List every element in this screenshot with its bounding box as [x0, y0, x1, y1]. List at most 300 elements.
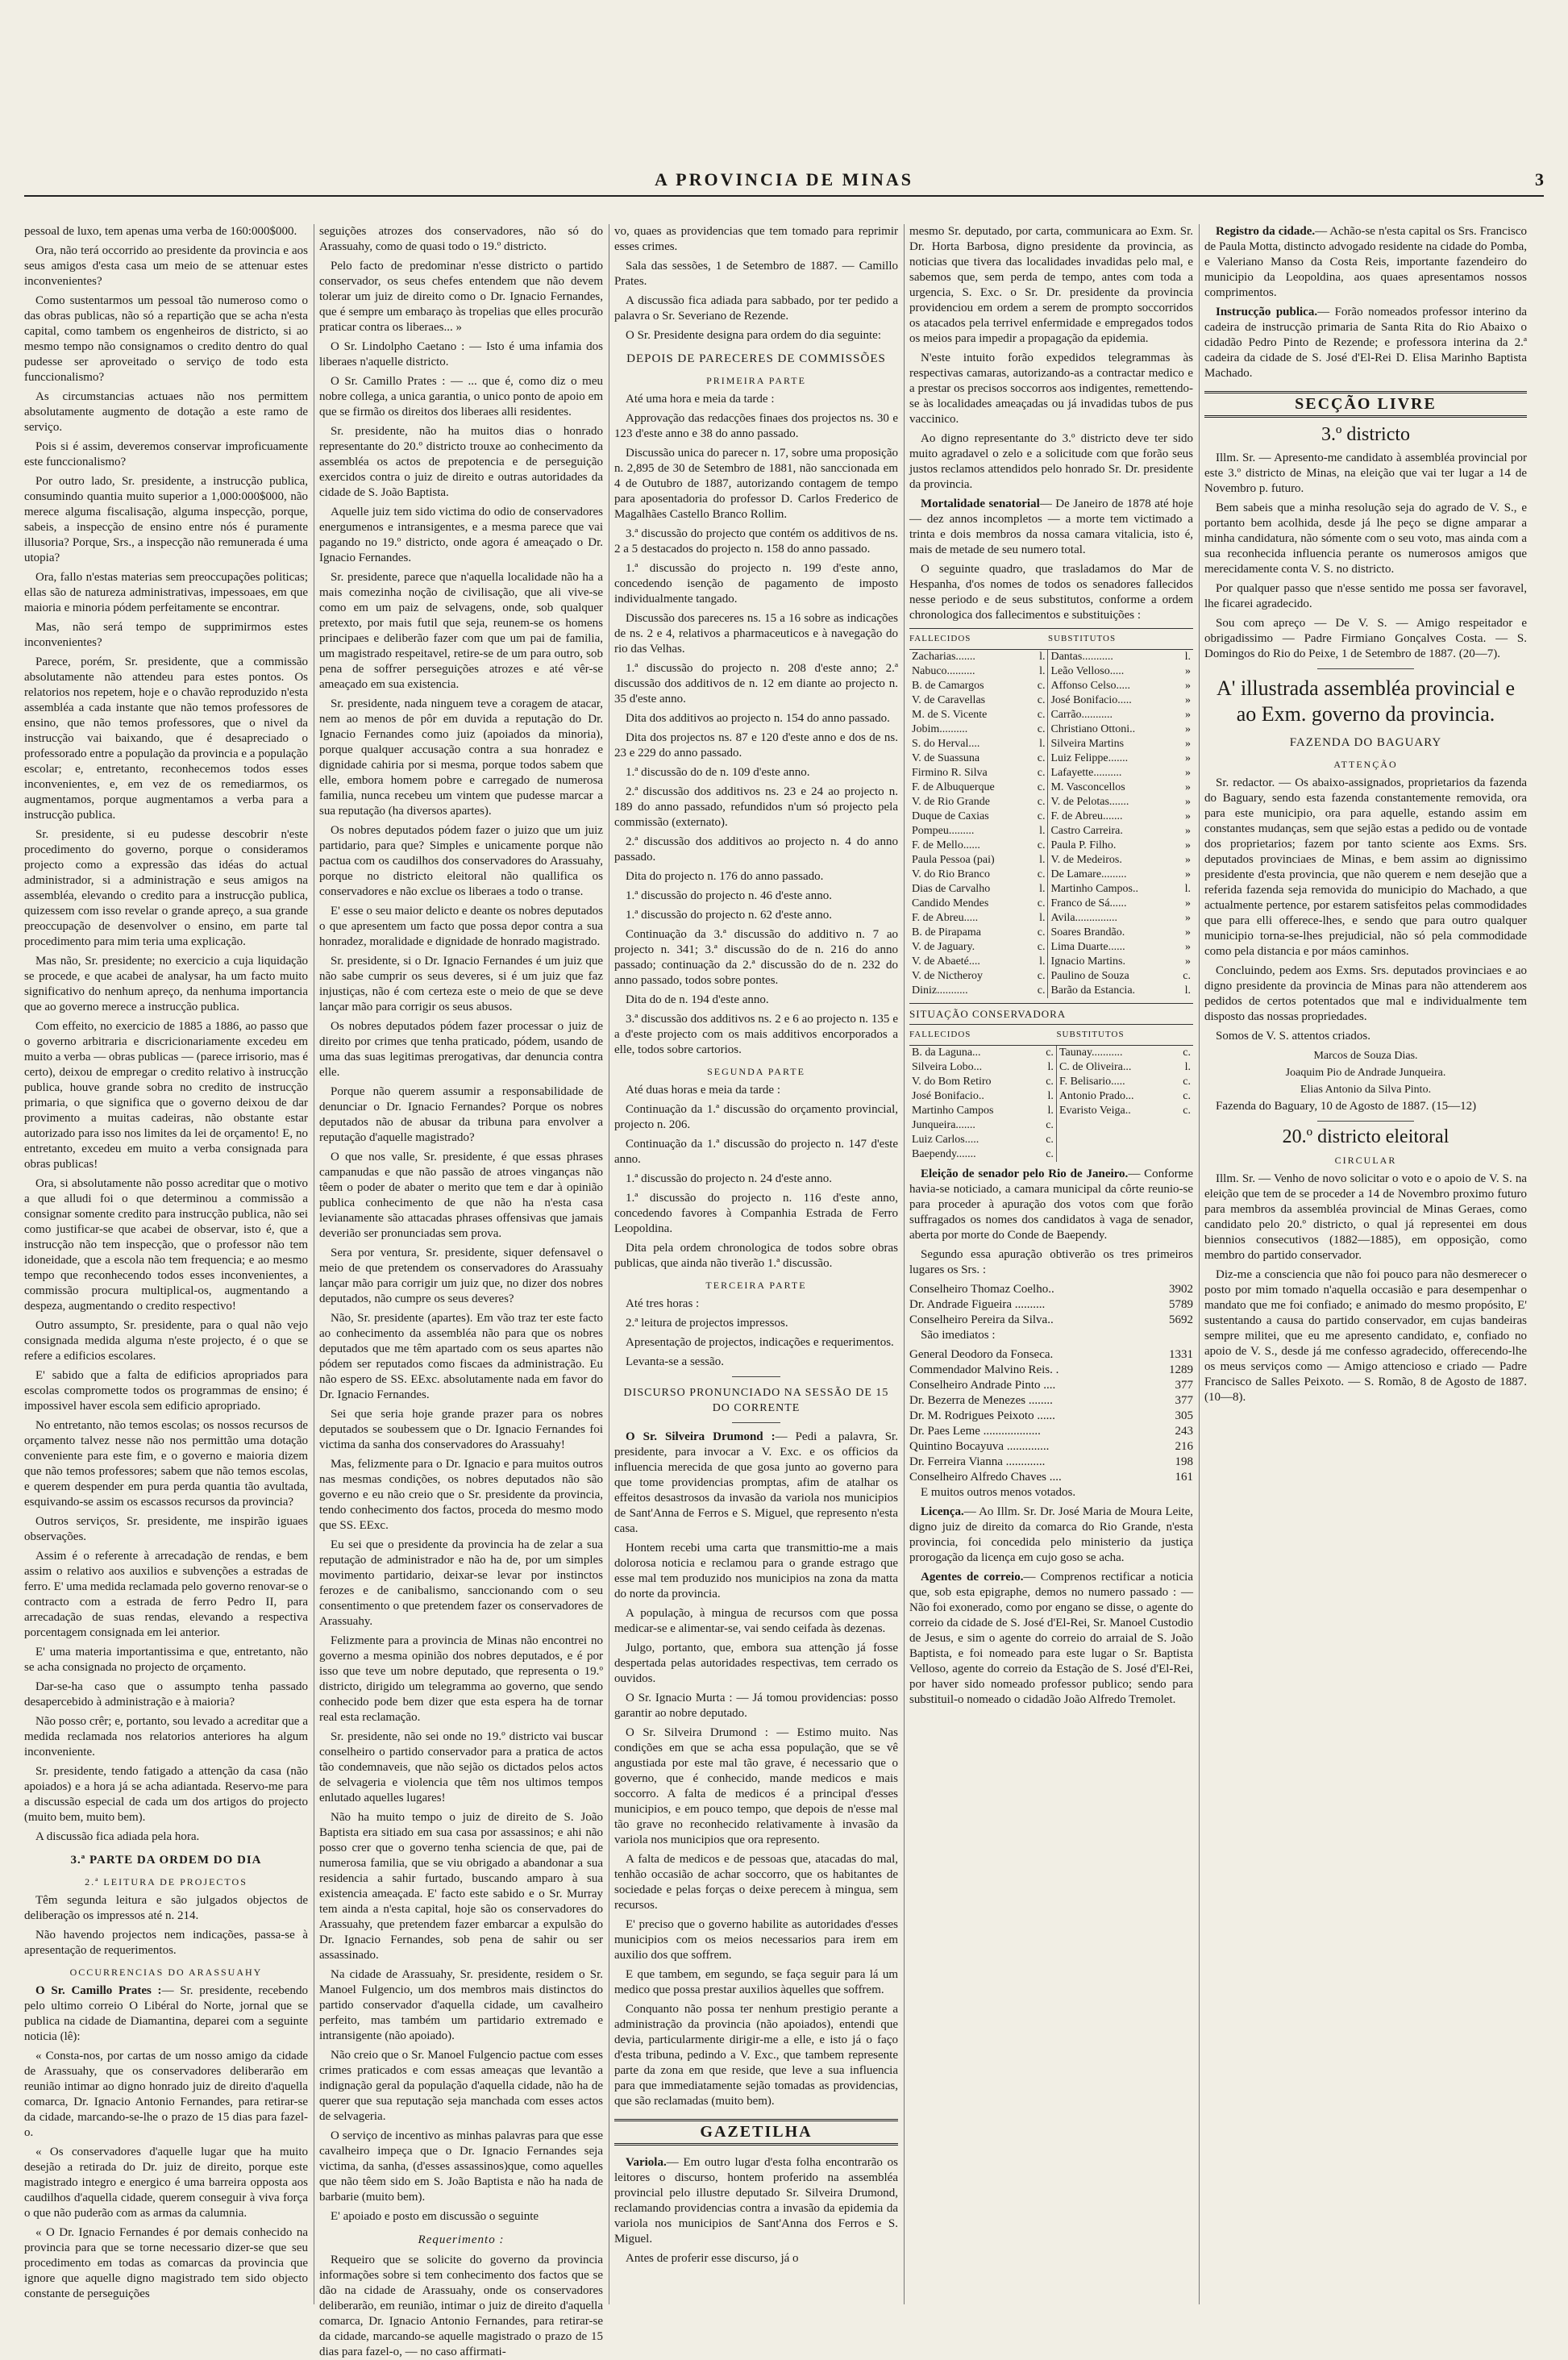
table-cell-name: Affonso Celso..... [1048, 679, 1174, 693]
quote-paragraph: « Os conservadores d'aquelle lugar que ha muito desejão a retirada do Dr. juiz de direito, porque este magistrado integro e energico é uma barreira opposta aos caudilhos d'aquella cidade, querem conseguir à viva força o que não puderão com as armas da calumnia. [24, 2146, 308, 2220]
table-cell-party: » [1185, 825, 1191, 837]
table-cell-name [1056, 1147, 1174, 1162]
paragraph: Sr. presidente, não sei onde no 19.º districto vai buscar conselheiro o partido conservador para a pratica de actos tão condemnaveis, que não sejão os dictados pelos actos de selvageria e violencia que têm nos ultimos tempos enlutado aquelles lugares! [319, 1730, 603, 1804]
paragraph: Dita dos additivos ao projecto n. 154 do anno passado. [626, 712, 890, 725]
paragraph: Ao digno representante do 3.º districto deve ter sido muito agradavel o zelo e a solicitude com que forão seus justos reclamos attendidos pelo honrado Sr. Dr. presidente da provincia. [909, 432, 1193, 491]
paragraph: Porque não querem assumir a responsabilidade de denunciar o Dr. Ignacio Fernandes? Porque os nobres deputados não de abusar da tribuna para envolver a reputação d'aquelle magistrado? [319, 1085, 603, 1144]
paragraph: Requeiro que se solicite do governo da provincia informações sobre si tem conhecimento dos factos que se dão na cidade de Arassuahy, onde os conservadores deliberarão, em reunião, intimar o juiz de direito d'aquella comarca, Dr. Ignacio Antonio Fernandes, para retirar-se da cidade, marcando-se aquelle magistrado o prazo de 15 dias para fazel-o, — no caso affirmati- [319, 2254, 603, 2358]
table-cell-name: V. de Jaguary. [912, 941, 975, 953]
table-cell-party: c. [1183, 1105, 1191, 1117]
paragraph: Sr. redactor. — Os abaixo-assignados, proprietarios da fazenda do Baguary, sendo esta fazenda constantemente removida, ora para este municipio, ora para aquelle, estando assim em constantes mudanças, sem que sejão estas a pedido ou de vontade dos proprietarios; fazem por tanto sciente aos Exms. Srs. deputados provinciaes de Minas, e bem assim ao dignissimo presidente d'esta provincia, que não querem e nem desejão que a referida fazenda seja removida do municipio do Machado, a que actualmente pertence, por estarem satisfeitos pelas commodidades que para elli offerece-lhes, e sendo que para outro qualquer municipio torna-se-lhes prejudicial, não só pela commodidade como pela distancia e por máos caminhos. [1204, 776, 1527, 958]
speech-paragraph [614, 1430, 898, 1537]
table-cell-party: l. [1184, 984, 1191, 997]
table-cell-name: Nabuco.......... [912, 665, 975, 677]
vote-row [909, 1393, 1193, 1409]
table-cell-name: F. Belisario..... [1056, 1075, 1174, 1089]
paragraph: O Sr. Lindolpho Caetano : — Isto é uma infamia dos liberaes n'aquelle districto. [319, 340, 603, 368]
news-text: — De Janeiro de 1878 até hoje — dez annos incompletos — a morte tem victimado a trinta e dois membros da nossa camara vitalicia, isto é, mais de metade de seu numero total. [909, 497, 1193, 556]
paragraph: Concluindo, pedem aos Exms. Srs. deputados provinciaes e ao digno presidente da provincia de Minas para não attenderem aos pedidos de certos potentados que mal e individualmente tem disposto das nossas propriedades. [1204, 964, 1527, 1023]
table-cell-name: Evaristo Veiga.. [1056, 1104, 1174, 1118]
news-text: — Comprenos rectificar a noticia que, sob esta epigraphe, demos no numero passado : — Não foi exonerado, como por engano se disse, o agente do correio da cidade de S. José d'El-Rei, Sr. Manoel Custodio de Jesus, e sim o agente do correio do arraial de S. João Baptista, e foi nomeado para este lugar o Sr. Baptista Velloso, agente do correio da Estação de S. José d'El-Rei, por haver sido nomeado professor publico; sendo para substituil-o nomeado o cidadão João Alfredo Tremolet. [909, 1571, 1193, 1706]
paragraph: 2.ª discussão dos additivos ns. 23 e 24 ao projecto n. 189 do anno passado, refundidos n'um só projecto pela commissão (externato). [614, 785, 898, 829]
paragraph: Mas, felizmente para o Dr. Ignacio e para muitos outros nas mesmas condições, os nobres deputados não são governo e eu não creio que o Sr. presidente da provincia, tendo conhecimento dos factos, proceda do mesmo modo que SS. EExc. [319, 1458, 603, 1532]
table-row [909, 1060, 1193, 1075]
section-heading: DISCURSO PRONUNCIADO NA SESSÃO DE 15 DO CORRENTE [623, 1387, 889, 1414]
table-cell-party: c. [1037, 723, 1046, 735]
paragraph: 1.ª discussão do projecto n. 46 d'este anno. [626, 889, 832, 902]
vote-row [909, 1470, 1193, 1485]
paragraph: Dar-se-ha caso que o assumpto tenha passado desapercebido à administração e à maioria? [24, 1680, 308, 1709]
paragraph: Sei que seria hoje grande prazer para os nobres deputados se soubessem que o Dr. Ignacio Fernandes foi victima da sanha dos conservadores do Arassuahy! [319, 1408, 603, 1451]
table-cell-party: » [1185, 926, 1191, 939]
table-cell-party: l. [1039, 955, 1046, 968]
paragraph: 1.ª discussão do projecto n. 24 d'este anno. [626, 1172, 832, 1185]
table-cell-name: F. de Mello...... [912, 839, 980, 851]
table-cell-party: l. [1047, 1061, 1054, 1073]
table-row [909, 926, 1193, 940]
table-cell-name: Taunay........... [1056, 1046, 1174, 1061]
votes-table [909, 1282, 1193, 1328]
dateline: Fazenda do Baguary, 10 de Agosto de 1887. (15—12) [1216, 1100, 1477, 1113]
table-row [909, 868, 1193, 882]
news-paragraph [1204, 224, 1527, 301]
table-cell-name [1056, 1118, 1174, 1133]
table-cell-party: » [1185, 694, 1191, 706]
vote-row [909, 1455, 1193, 1470]
table-cell-name: Paula P. Filho. [1048, 839, 1174, 853]
vote-row [909, 1347, 1193, 1363]
table-row [909, 1104, 1193, 1118]
divider [732, 1376, 780, 1377]
paragraph: 1.ª discussão do projecto n. 208 d'este anno; 2.ª discussão dos additivos de n. 12 em diante ao projecto n. 35 d'este anno. [614, 662, 898, 706]
table-cell-name: Luiz Felippe....... [1048, 751, 1174, 766]
table-cell-party: l. [1184, 883, 1191, 895]
subsection-heading: PRIMEIRA PARTE [706, 375, 806, 386]
table-cell-party: l. [1039, 665, 1046, 677]
table-cell-name: Martinho Campos [912, 1105, 994, 1117]
table-cell-party: » [1185, 897, 1191, 909]
vote-row [909, 1282, 1193, 1297]
votes-table-immediates [909, 1347, 1193, 1485]
paragraph: Ora, fallo n'estas materias sem preoccupações politicas; ellas são de natureza administrativas, impessoaes, em que maioria e minoria pódem perfeitamente se encontrar. [24, 571, 308, 614]
table-cell-party: l. [1039, 738, 1046, 750]
table-cell-name: C. de Oliveira... [1056, 1060, 1174, 1075]
section-heading: DEPOIS DE PARECERES DE COMMISSÕES [626, 352, 886, 365]
table-cell-party: » [1185, 752, 1191, 764]
table-cell-party: c. [1037, 694, 1046, 706]
table-cell-party: c. [1037, 767, 1046, 779]
paragraph: Não posso crêr; e, portanto, sou levado a acreditar que a medida reclamada nos relatorios anteriores ha algum inconveniente. [24, 1715, 308, 1759]
table-cell-party: c. [1046, 1076, 1054, 1088]
paragraph: Illm. Sr. — Apresento-me candidato à assembléa provincial por este 3.º districto de Minas, na eleição que vai ter lugar a 14 de Novembro p. futuro. [1204, 452, 1527, 495]
district-heading: 3.º districto [1321, 424, 1411, 445]
table-cell-name: Leão Velloso..... [1048, 664, 1174, 679]
table-cell-name: Ignacio Martins. [1048, 955, 1174, 969]
paragraph: Continuação da 3.ª discussão do additivo n. 7 ao projecto n. 341; 3.ª discussão do de n. 216 do anno passado; continuação da 2.ª discussão do de n. 232 do anno passado, todos sobre pontes. [614, 928, 898, 987]
table-cell-name: V. do Rio Branco [912, 868, 990, 880]
table-row [909, 969, 1193, 984]
paragraph: O Sr. Ignacio Murta : — Já tomou providencias: posso garantir ao nobre deputado. [614, 1692, 898, 1720]
table-cell-name: De Lamare......... [1048, 868, 1174, 882]
paragraph: 1.ª discussão do projecto n. 62 d'este anno. [626, 909, 832, 922]
paragraph: Outros serviços, Sr. presidente, me inspirão iguaes observações. [24, 1515, 308, 1543]
paragraph: Parece, porém, Sr. presidente, que a commissão absolutamente não attendeu para estes pontos. Os relatorios nos repetem, hoje e o chavão reproduzido n'esta assembléa a cada instante que não temos professores de ensino, que não temos professores, que o nivel da instrucção vai baixando, que é desapreciado o professorado entre a população da provincia e a população escolar; e, entretanto, reconhecemos todos esses inconvenientes, e, em vez de os remediarmos, os augmentamos, porque augmentamos a verba para a instrucção publica. [24, 656, 308, 822]
vote-count: 1331 [1169, 1348, 1193, 1361]
vote-count: 1289 [1169, 1363, 1193, 1376]
paragraph: 1.ª discussão do projecto n. 199 d'este anno, concedendo isenção de pagamento de imposto individualmente tangado. [614, 562, 898, 606]
table-cell-party: c. [1046, 1119, 1054, 1131]
paragraph: Mas, não será tempo de supprimirmos estes inconvenientes? [24, 621, 308, 649]
table-cell-name: M. Vasconcellos [1048, 780, 1174, 795]
vote-row [909, 1409, 1193, 1424]
paragraph: O seguinte quadro, que trasladamos do Mar de Hespanha, d'os nomes de todos os senadores fallecidos nesse periodo e de seus substitutos, conforme a ordem chronologica dos fallecimentos e substituições : [909, 563, 1193, 622]
vote-row [909, 1363, 1193, 1378]
table-cell-name: Lima Duarte...... [1048, 940, 1174, 955]
table-cell-name: Jobim.......... [912, 723, 968, 735]
paragraph: Sou com apreço — De V. S. — Amigo respeitador e obrigadissimo — Padre Firmiano Gonçalves Costa. — S. Domingos do Rio do Peixe, 1 de Setembro de 1887. (20—7). [1204, 617, 1527, 660]
table-row [909, 839, 1193, 853]
paragraph: O Sr. Camillo Prates : — ... que é, como diz o meu nobre collega, a unica garantia, o unico ponto de apoio em que se firmão os direitos dos liberaes alli residentes. [319, 375, 603, 418]
table-cell-party: » [1185, 955, 1191, 968]
table-cell-party: c. [1037, 868, 1046, 880]
table-cell-party: l. [1184, 1061, 1191, 1073]
news-title: Licença. [921, 1505, 964, 1518]
table-body [909, 650, 1193, 999]
paragraph: Por qualquer passo que n'esse sentido me possa ser favoravel, lhe ficarei agradecido. [1204, 582, 1527, 610]
table-row [909, 1133, 1193, 1147]
table-cell-name: B. de Pirapama [912, 926, 981, 939]
table-row [909, 853, 1193, 868]
column-divider [904, 224, 905, 2304]
table-cell-party: » [1185, 767, 1191, 779]
candidate-name: Dr. Ferreira Vianna ............. [909, 1455, 1046, 1468]
table-cell-party [1174, 1133, 1193, 1147]
candidate-name: Dr. Andrade Figueira .......... [909, 1298, 1046, 1311]
table-cell-party: c. [1183, 970, 1191, 982]
paragraph: Somos de V. S. attentos criados. [1216, 1030, 1370, 1043]
table-cell-name: V. de Nictheroy [912, 970, 983, 982]
paragraph: Approvação das redacções finaes dos projectos ns. 30 e 123 d'este anno e 38 do anno passado. [614, 412, 898, 440]
paragraph: Eu sei que o presidente da provincia ha de zelar a sua reputação de administrador e não ha de, por um simples movimento partidario, deixar-se levar por instinctos ferozes e de canibalismo, sanccionando com o seu consentimento o que pretendem fazer os conservadores de Arassuahy. [319, 1538, 603, 1628]
table-cell-party: » [1185, 839, 1191, 851]
vote-row [909, 1424, 1193, 1439]
paragraph: Segundo essa apuração obtiverão os tres primeiros lugares os Srs. : [909, 1248, 1193, 1276]
paragraph: Pois si é assim, deveremos conservar improficuamente este funccionalismo? [24, 440, 308, 468]
column-2 [319, 224, 603, 2358]
table-cell-party: » [1185, 781, 1191, 793]
table-cell-party: l. [1184, 651, 1191, 663]
table-row [909, 737, 1193, 751]
paragraph: 2.ª discussão dos additivos ao projecto n. 4 do anno passado. [614, 835, 898, 864]
table-cell-name: V. de Abaeté.... [912, 955, 980, 968]
table-cell-party: c. [1046, 1047, 1054, 1059]
news-text: — Ao Illm. Sr. Dr. José Maria de Moura Leite, digno juiz de direito da comarca do Rio Grande, n'esta provincia, foi concedida pelo ministerio da justiça prorogação da licença em cujo goso se acha. [909, 1505, 1193, 1564]
table-row [909, 824, 1193, 839]
table-cell-name: Zacharias....... [912, 651, 975, 663]
paragraph: Aquelle juiz tem sido victima do odio de conservadores energumenos e intransigentes, e a mesma parece que vai pagando no 19.º districto, onde agora é ameaçado o Dr. Ignacio Fernandes. [319, 506, 603, 564]
paragraph: Dita do de n. 194 d'este anno. [626, 993, 769, 1006]
paragraph: Sr. presidente, nada ninguem teve a coragem de atacar, nem ao menos de pôr em duvida a reputação do Dr. Ignacio Fernandes como juiz (apoiados da minoria), porque qualquer accusação contra a sua honradez e dignidade cahiria por si mesma, porque todos sabem que elle, embora homem pobre e carregado de numerosa familia, nunca recebeu um vintem que pudesse marcar a sua reputação (ha diversos apartes). [319, 697, 603, 818]
page-number: 3 [1535, 169, 1544, 189]
table-row [909, 1118, 1193, 1133]
paragraph: mesmo Sr. deputado, por carta, communicara ao Exm. Sr. Dr. Horta Barbosa, digno presidente da provincia, as noticias que tivera das localidades invadidas pelo mal, e sabemos que, sem perda de tempo, antes com toda a urgencia, S. Exc. o Sr. Dr. presidente da provincia providenciou em ordem a serem de prompto soccorridos os atacados pela terrivel enfermidade e empregados todos os meios para impedir a propagação da epidemia. [909, 225, 1193, 345]
table-cell-name: B. da Laguna... [912, 1047, 981, 1059]
paragraph: 3.ª discussão do projecto que contém os additivos de ns. 2 a 5 destacados do projecto n. 158 do anno passado. [614, 527, 898, 556]
news-text: — Forão nomeados professor interino da cadeira de instrucção primaria de Santa Rita do Rio Abaixo o cidadão Pedro Pinto de Rezende; e professora interina da 2.ª cadeira da cidade de S. José d'El-Rei D. Elisa Marinho Baptista Machado. [1204, 306, 1527, 380]
paragraph: Na cidade de Arassuahy, Sr. presidente, residem o Sr. Manoel Fulgencio, um dos membros mais distinctos do partido conservador d'aquella cidade, um cavalheiro perfeito, mas também um partidario extremado e intransigente (não apoiado). [319, 1968, 603, 2042]
paragraph: Diz-me a consciencia que não foi pouco para não desmerecer o posto por mim tomado n'aquella occasião e para desempenhar o mandato que me foi confiado; e animado do mesmo propósito, E' sustentando a causa do partido conservador, em cujas bandeiras sempre militei, que eu me apresento candidato, e, confiado no apoio de V. S., desde já me confesso agradecido, offerecendo-lhe os meus serviços como — Amigo attencioso e criado — Padre Francisco de Salles Peixoto. — S. Romão, 8 de Agosto de 1887. (10—8). [1204, 1268, 1527, 1404]
table-cell-name: José Bonifacio..... [1048, 693, 1174, 708]
paragraph: Discussão unica do parecer n. 17, sobre uma proposição n. 2,895 de 30 de Setembro de 1881, não sanccionada em 4 de Outubro de 1887, autorizando contagem de tempo para aposentadoria do professor D. Carlos Frederico de Magalhães Castello Branco Rollim. [614, 447, 898, 521]
paragraph: Apresentação de projectos, indicações e requerimentos. [626, 1336, 894, 1349]
table-cell-name: F. de Abreu..... [912, 912, 979, 924]
vote-row [909, 1313, 1193, 1328]
signature: Marcos de Souza Dias. [1313, 1050, 1418, 1062]
news-paragraph [909, 497, 1193, 558]
table-cell-name: F. de Abreu....... [1048, 810, 1174, 824]
table-cell-party: » [1185, 854, 1191, 866]
news-text: — Em outro lugar d'esta folha encontrarão os leitores o discurso, hontem proferido na assembléa provincial pelo illustre deputado Sr. Silveira Drumond, reclamando providencias contra a invasão da epidemia da variola nos municipios de Sant'Anna dos Ferros e S. Miguel. [614, 2156, 898, 2246]
news-title: Registro da cidade. [1216, 225, 1316, 238]
signature: Joaquim Pio de Andrade Junqueira. [1285, 1067, 1446, 1079]
table-cell-party: » [1185, 941, 1191, 953]
column-4 [909, 224, 1193, 2304]
subsection-heading: 2.ª LEITURA DE PROJECTOS [85, 1876, 247, 1888]
quote-paragraph: « Consta-nos, por cartas de um nosso amigo da cidade de Arassuahy, que os conservadores deliberarão em reunião intimar ao digno honrado juiz de direito d'aquella comarca, Dr. Ignacio Antonio Fernandes, para retirar-se da cidade, marcando-se-lhe o prazo de 15 dias para fazel-o. [24, 2050, 308, 2139]
table-cell-party: » [1185, 665, 1191, 677]
subsection-heading: TERCEIRA PARTE [705, 1280, 807, 1291]
news-paragraph [909, 1570, 1193, 1708]
table-header: FALLECIDOS [909, 1025, 1056, 1046]
section-heading: FAZENDA DO BAGUARY [1289, 736, 1442, 749]
paragraph: E' preciso que o governo habilite as autoridades d'esses municipios com os meios necessarios para irem em auxilio dos que soffrem. [614, 1918, 898, 1962]
divider [732, 1422, 780, 1423]
paragraph: A discussão fica adiada pela hora. [35, 1830, 200, 1843]
vote-count: 377 [1175, 1379, 1193, 1392]
table-cell-party: c. [1037, 970, 1046, 982]
subsection-heading: SEGUNDA PARTE [707, 1066, 805, 1077]
table-cell-party: c. [1046, 1148, 1054, 1160]
table-cell-party: l. [1039, 854, 1046, 866]
table-cell-name: Pompeu......... [912, 825, 975, 837]
paragraph: E' apoiado e posto em discussão o seguinte [331, 2210, 539, 2223]
table-cell-party: c. [1183, 1090, 1191, 1102]
table-cell-name: Baependy....... [912, 1148, 976, 1160]
table-cell-party: l. [1039, 912, 1046, 924]
news-paragraph [614, 2155, 898, 2247]
paragraph: O Sr. Presidente designa para ordem do dia seguinte: [626, 329, 882, 342]
paragraph: 2.ª leitura de projectos impressos. [626, 1317, 788, 1330]
candidate-name: Quintino Bocayuva .............. [909, 1440, 1050, 1453]
table-cell-name: Diniz........... [912, 984, 968, 997]
table-cell-name: Paulino de Souza [1048, 969, 1174, 984]
candidate-name: Conselheiro Alfredo Chaves .... [909, 1471, 1062, 1484]
table-cell-name: Martinho Campos.. [1048, 882, 1174, 897]
divider [1317, 1121, 1414, 1122]
paragraph: Sr. presidente, não ha muitos dias o honrado representante do 20.º districto trouxe ao conhecimento da assembléa os actos de prepotencia e de perseguição exercidos contra o juiz de direito e outras autoridades da cidade de S. João Baptista. [319, 425, 603, 499]
subsection-heading: OCCURRENCIAS DO ARASSUAHY [69, 1967, 263, 1978]
table-row [909, 1075, 1193, 1089]
table-cell-name: Dias de Carvalho [912, 883, 991, 895]
table-row [909, 679, 1193, 693]
table-row [909, 1046, 1193, 1061]
paragraph: Até uma hora e meia da tarde : [626, 393, 775, 406]
table-cell-name: Dantas........... [1048, 650, 1174, 665]
vote-count: 3902 [1169, 1283, 1193, 1296]
table-cell-party: » [1185, 796, 1191, 808]
paragraph: E' sabido que a falta de edificios apropriados para escolas compromette todos os programmas de ensino; é impossivel haver escola sem edificio apropriado. [24, 1369, 308, 1413]
table-cell-party: c. [1037, 781, 1046, 793]
table-header: SUBSTITUTOS [1048, 629, 1193, 650]
paragraph: Felizmente para a provincia de Minas não encontrei no governo a mesma opinião dos nobres deputados, e é por isso que teve um nobre deputado, que representa o 19.º districto, dirigido um telegramma ao governo, que sendo conhecido pode bem dizer que esta espera ha de tornar real esta reclamação. [319, 1634, 603, 1724]
table-cell-name: Franco de Sá...... [1048, 897, 1174, 911]
table-cell-name: V. de Suassuna [912, 752, 980, 764]
news-text: — Conforme havia-se noticiado, a camara municipal da côrte reunio-se para proceder à apuração dos votos com que forão suffragados os nomes dos candidatos à vaga de senador, aberta por morte do Conde de Baependy. [909, 1168, 1193, 1242]
table-cell-name: V. do Bom Retiro [912, 1076, 992, 1088]
column-divider [1199, 224, 1200, 2304]
quote-paragraph: « O Dr. Ignacio Fernandes é por demais conhecido na provincia para que se torne necessario dizer-se que seu procedimento em todas as comarcas da provincia que ignore que aquelle digno magistrado tem sido objecto constante de perseguições [24, 2226, 308, 2300]
vote-count: 161 [1175, 1471, 1193, 1484]
requerimento-heading: Requerimento : [418, 2233, 505, 2246]
gazetilha-heading: GAZETILHA [614, 2119, 898, 2146]
table-row [909, 795, 1193, 810]
table-cell-name: Christiano Ottoni.. [1048, 722, 1174, 737]
paragraph: pessoal de luxo, tem apenas uma verba de 160:000$000. [24, 225, 297, 238]
table-cell-name: V. de Caravellas [912, 694, 986, 706]
vote-count: 305 [1175, 1409, 1193, 1422]
table-cell-party: » [1185, 738, 1191, 750]
paragraph: O Sr. Silveira Drumond : — Estimo muito. Nas condições em que se acha essa população, que se vê angustiada por este mal tão grave, é necessario que o governo, que é conhecido, mande medicos e mais soccorro. A falta de medicos é a principal d'esses municipios, e em pouco tempo, que depois de n'esse mal tão grave no reconhecido relativamente à invasão da variola nos municipios que ora represento. [614, 1726, 898, 1846]
table-cell-name: S. do Herval.... [912, 738, 980, 750]
paragraph: Até tres horas : [626, 1297, 700, 1310]
paragraph: Como sustentarmos um pessoal tão numeroso como o das obras publicas, não só a repartição que se acha n'esta capital, como tambem os engenheiros de districto, si ao mesmo tempo não consignamos o credito dentro do qual pudesse ser aproveitado o serviço de todo esta funccionalismo? [24, 294, 308, 384]
table-cell-name: Junqueira....... [912, 1119, 975, 1131]
table-cell-name: Lafayette.......... [1048, 766, 1174, 780]
paragraph: Pelo facto de predominar n'esse districto o partido conservador, os seus chefes entendem que não devem tolerar um juiz de direito como o Dr. Ignacio Fernandes, que é sempre um embaraço às tropelias que elles procurão praticar contra os liberaes... » [319, 260, 603, 334]
table-row [909, 940, 1193, 955]
vote-row [909, 1297, 1193, 1313]
candidate-name: Conselheiro Andrade Pinto .... [909, 1379, 1056, 1392]
paragraph: Os nobres deputados pódem fazer o juizo que um juiz partidario, para que? Simples e unicamente porque não pactua com os caudilhos dos conservadores do Arassuahy, porque no districto eleitoral não quallifica os conservadores e não exclue os liberaes a todo o transe. [319, 824, 603, 898]
table-cell-party: » [1185, 723, 1191, 735]
paragraph: No entretanto, não temos escolas; os nossos recursos de orçamento talvez nesse não nos permittão uma dotação conveniente para este fim, e o governo e maioria dizem que não temos professores; sabem que não temos escolas, e querem despender em pura perda quantia tão avultada, esquivando-se assim os escassos recursos da provincia? [24, 1419, 308, 1509]
table-header: FALLECIDOS [909, 629, 1048, 650]
paragraph: Sr. presidente, si eu pudesse descobrir n'este procedimento do governo, porque o consideramos projecto como a expressão das idéas do actual administrador, si a administração e seus amigos na assembléa, elevando o credito para a instrucção publica, quizessem com isso revelar o grande apreço, a sua grande preoccupação de desenvolver o ensino, em parte tal procedimento para mim teria uma explicação. [24, 828, 308, 948]
news-paragraph [1204, 305, 1527, 381]
table-cell-party: l. [1039, 825, 1046, 837]
paragraph: Levanta-se a sessão. [626, 1355, 725, 1368]
newspaper-title: A PROVINCIA DE MINAS [655, 169, 913, 189]
table-row [909, 911, 1193, 926]
paragraph: Discussão dos pareceres ns. 15 a 16 sobre as indicações de ns. 2 e 4, relativos a pharmaceuticos e à navegação do rio das Velhas. [614, 612, 898, 656]
table-cell-name: F. de Albuquerque [912, 781, 995, 793]
table-cell-name: V. de Pelotas....... [1048, 795, 1174, 810]
vote-count: 216 [1175, 1440, 1193, 1453]
news-paragraph [909, 1505, 1193, 1566]
table-cell-party: c. [1037, 984, 1046, 997]
table-row [909, 664, 1193, 679]
paragraph: As circumstancias actuaes não nos permittem absolutamente augmento de dotação a este ramo de serviço. [24, 390, 308, 434]
table-cell-party: » [1185, 912, 1191, 924]
paragraph: Não ha muito tempo o juiz de direito de S. João Baptista era sitiado em sua casa por assassinos; e ahi não posso crer que o governo tenha sciencia de que, pai de numerosa familia, que se viu obrigado a abandonar a sua residencia a sahir furtado, buscando amparo à sua existencia ameaçada. E' facto este sabido e o Sr. Murray tem ainda a n'esta capital, hoje são os conservadores do Arassuahy, que pretendem fazer embarcar a expulsão do Dr. Ignacio Fernandes, sob pena de sahir ou ser assassinado. [319, 1811, 603, 1962]
vote-count: 243 [1175, 1425, 1193, 1438]
table-row [909, 722, 1193, 737]
paragraph: seguições atrozes dos conservadores, não só do Arassuahy, como de quasi todo o 19.º districto. [319, 225, 603, 253]
table-cell-party: » [1185, 680, 1191, 692]
paragraph: Assim é o referente à arrecadação de rendas, e bem assim o relativo aos auxilios e subvenções a estradas de ferro. E' uma medida reclamada pelo governo renovar-se o contracto com a estrada de ferro Pedro II, para arrecadação de suas rendas, elevando a respectiva porcentagem consignada em lei anterior. [24, 1550, 308, 1639]
paragraph: Conquanto não possa ter nenhum prestigio perante a administração da provincia (não apoiados), entendi que devia, particularmente dirigir-me a elle, e isto já o faço d'esta tribuna, pedindo a V. Exc., que tambem represente parte da zona em que reside, que leve a sua influencia para que immediatamente sejão tomadas as providencias, que são reclamadas (muito bem). [614, 2003, 898, 2108]
table-cell-party: c. [1037, 941, 1046, 953]
table-cell-party: » [1185, 709, 1191, 721]
candidate-name: Dr. Paes Leme ................... [909, 1425, 1041, 1438]
table-cell-name: José Bonifacio.. [912, 1090, 984, 1102]
paragraph: vo, quaes as providencias que tem tomado para reprimir esses crimes. [614, 225, 898, 253]
paragraph: Até duas horas e meia da tarde : [626, 1084, 781, 1097]
conservative-table [909, 1003, 1193, 1162]
candidate-name: Dr. Bezerra de Menezes ........ [909, 1394, 1053, 1407]
paragraph: Dita dos projectos ns. 87 e 120 d'este anno e dos de ns. 23 e 229 do anno passado. [614, 731, 898, 760]
news-title: Variola. [626, 2156, 667, 2169]
table-cell-name: Avila............... [1048, 911, 1174, 926]
table-cell-party: l. [1039, 651, 1046, 663]
vote-count: 198 [1175, 1455, 1193, 1468]
table-cell-party: c. [1046, 1134, 1054, 1146]
paragraph: Ora, não terá occorrido ao presidente da provincia e aos seus amigos d'esta casa um meio de se attenuar estes inconvenientes? [24, 244, 308, 288]
table-cell-name: Carrão........... [1048, 708, 1174, 722]
table-cell-name: V. de Medeiros. [1048, 853, 1174, 868]
paragraph: Com effeito, no exercicio de 1885 a 1886, ao passo que o governo arbitraria e discricionariamente excedeu em muito a verba — obras publicas — (parece irrisorio, mas é certo), deixou de empregar o credito relativo à instrucção publica, houve grande sobra no credito de instrucção primaria, o que significa que o governo deixou de dar provimento a muitas cadeiras, não obstante estar autorizado para isso nos limites da lei de orçamento! E, no entretanto, excedeu em muito a verba consignada para obras publicas! [24, 1020, 308, 1171]
table-row [909, 780, 1193, 795]
table-row [909, 1089, 1193, 1104]
paragraph: A falta de medicos e de pessoas que, atacadas do mal, tenhão occasião de achar soccorro, que os habitantes de sociedade e pelas forças o deixe perecem à mingua, sem recursos. [614, 1853, 898, 1912]
column-3 [614, 224, 898, 2304]
news-title: Agentes de correio. [921, 1571, 1024, 1584]
table-cell-party [1174, 1118, 1193, 1133]
table-row [909, 955, 1193, 969]
masthead [24, 169, 1544, 197]
table-cell-name [1056, 1133, 1174, 1147]
paragraph: O serviço de incentivo as minhas palavras para que esse cavalheiro impeça que o Dr. Ignacio Fernandes seja victima, da sanha, (d'esses assassinos)que, como aquelles que não têem sido em S. João Baptista e não ha nada de barbarie (muito bem). [319, 2129, 603, 2204]
table-row [909, 897, 1193, 911]
table-cell-name: M. de S. Vicente [912, 709, 988, 721]
paragraph: Sr. presidente, parece que n'aquella localidade não ha a mais comezinha noção de civilisação, que ali vive-se como em um paiz de selvagens, onde, sob qualquer pretexto, por mais futil que seja, reunem-se os homens principaes e deliberão fazer com que um pai de familia, um magistrado respeitavel, retire-se de um para outro, sob pena de soffrer perseguições atrozes e até vêr-se ameaçado em sua existencia. [319, 571, 603, 691]
paragraph: Dita pela ordem chronologica de todos sobre obras publicas, que ainda não tiverão 1.ª discussão. [614, 1242, 898, 1270]
paragraph: Não creio que o Sr. Manoel Fulgencio pactue com esses crimes praticados e com essas ameaças que levantão a indignação geral da população d'aquella cidade, não ha de querer que sua reputação seja manchada com esses actos de selvageria. [319, 2049, 603, 2123]
table-cell-name: Soares Brandão. [1048, 926, 1174, 940]
table-cell-party: l. [1039, 883, 1046, 895]
paragraph: Outro assumpto, Sr. presidente, para o qual não vejo consignada medida alguma n'este projecto, é o que se refere a edificios escolares. [24, 1319, 308, 1363]
table-cell-party: c. [1183, 1047, 1191, 1059]
table-row [909, 1147, 1193, 1162]
paragraph: Continuação da 1.ª discussão do projecto n. 147 d'este anno. [614, 1138, 898, 1166]
vote-count: 5789 [1169, 1298, 1193, 1311]
paragraph: Antes de proferir esse discurso, já o [626, 2252, 799, 2265]
table-cell-party: » [1185, 868, 1191, 880]
table-cell-party: l. [1047, 1105, 1054, 1117]
news-paragraph [909, 1167, 1193, 1243]
column-5 [1204, 224, 1527, 2304]
paragraph: 1.ª discussão do de n. 109 d'este anno. [626, 766, 810, 779]
paragraph: E' esse o seu maior delicto e deante os nobres deputados o que apresentem um facto que possa depor contra a sua honradez, moralidade e dignidade de honrado magistrado. [319, 905, 603, 948]
paragraph: A população, à mingua de recursos com que possa medicar-se e alimentar-se, vai sendo ceifada às dezenas. [614, 1607, 898, 1635]
table-header: SUBSTITUTOS [1056, 1025, 1193, 1046]
paragraph: E' uma materia importantissima e que, entretanto, não se acha consignada no projecto de orçamento. [24, 1646, 308, 1674]
paragraph: Continuação da 1.ª discussão do orçamento provincial, projecto n. 206. [614, 1103, 898, 1131]
table-cell-party: c. [1037, 810, 1046, 822]
paragraph: Bem sabeis que a minha resolução seja do agrado de V. S., e portanto bem acolhida, desde já lhe peço se digne amparar a minha candidatura, não sómente com o seu voto, mas ainda com a sua reconhecida influencia perante os numerosos amigos que merecidamente conta V. S. no districto. [1204, 502, 1527, 576]
news-title: Instrucção publica. [1216, 306, 1318, 318]
table-cell-name: Castro Carreira. [1048, 824, 1174, 839]
